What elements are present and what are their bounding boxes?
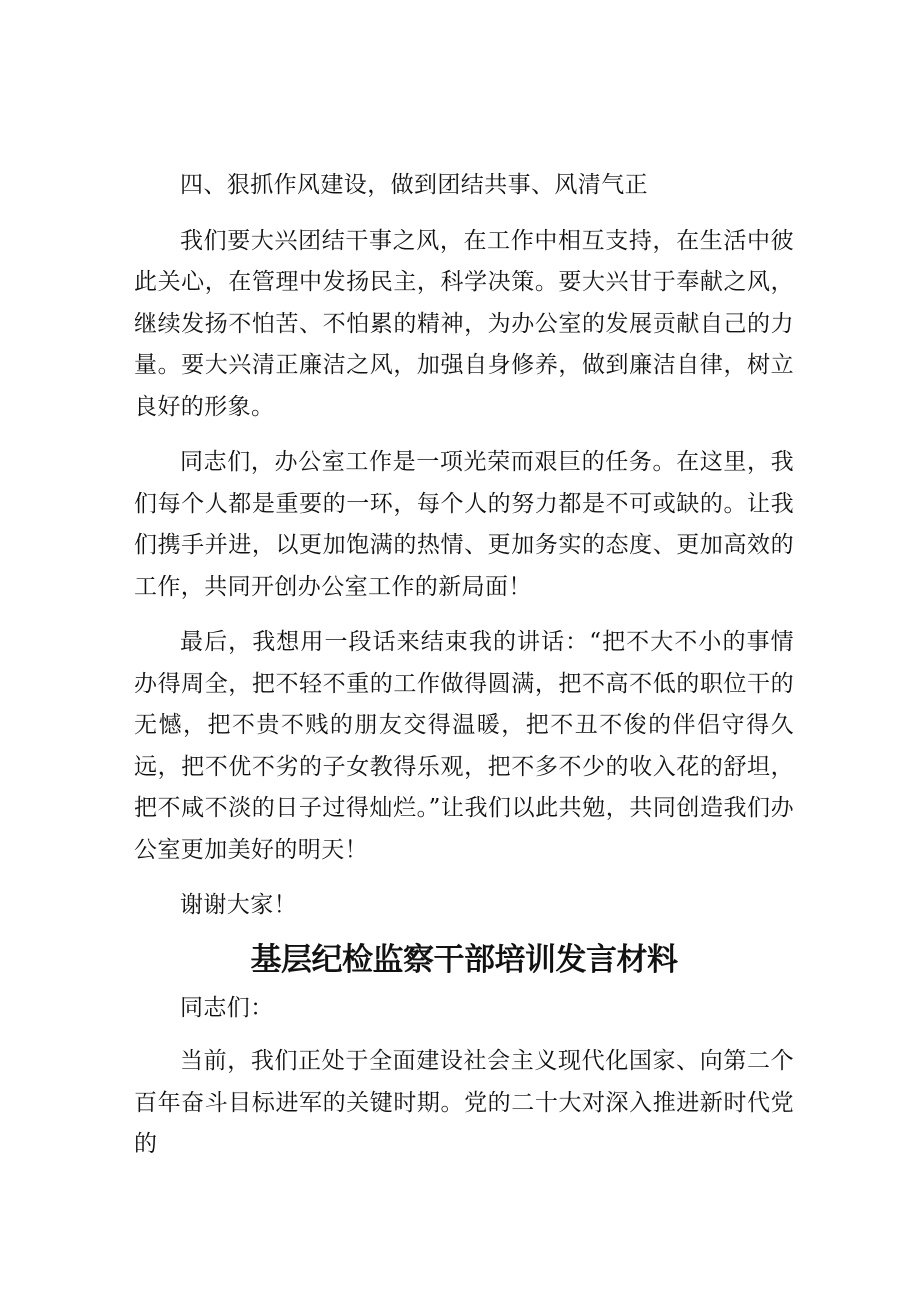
section-title: 基层纪检监察干部培训发言材料 bbox=[250, 941, 678, 978]
section-heading-four: 四、狠抓作风建设，做到团结共事、风清气正 bbox=[180, 172, 648, 198]
paragraph-work-style: 我们要大兴团结干事之风，在工作中相互支持，在生活中彼此关心，在管理中发扬民主，科学决策。要大兴甘于奉献之风，继续发扬不怕苦、不怕累的精神，为办公室的发展贡献自己的力量。要大兴清正廉洁之风，加强自身修养，做到廉洁自律，树立良好的形象。 bbox=[134, 227, 794, 420]
document-body bbox=[134, 165, 794, 1166]
paragraph-current-period: 当前，我们正处于全面建设社会主义现代化国家、向第二个百年奋斗目标进军的关键时期。党的二十大对深入推进新时代党的 bbox=[134, 1048, 794, 1157]
salutation: 同志们： bbox=[180, 994, 274, 1021]
paragraph-thanks: 谢谢大家！ bbox=[180, 892, 297, 918]
paragraph-closing-quote: 最后，我想用一段话来结束我的讲话：“把不大不小的事情办得周全，把不轻不重的工作做得圆满，把不高不低的职位干的无憾，把不贵不贱的朋友交得温暖，把不丑不俊的伴侣守得久远，把不优不劣的子女教得乐观，把不多不少的收入花的舒坦，把不咸不淡的日子过得灿烂。”让我们以此共勉，共同创造我们办公室更加美好的明天！ bbox=[134, 629, 794, 863]
paragraph-comrades: 同志们，办公室工作是一项光荣而艰巨的任务。在这里，我们每个人都是重要的一环，每个人的努力都是不可或缺的。让我们携手并进，以更加饱满的热情、更加务实的态度、更加高效的工作，共同开创办公室工作的新局面！ bbox=[134, 449, 794, 600]
